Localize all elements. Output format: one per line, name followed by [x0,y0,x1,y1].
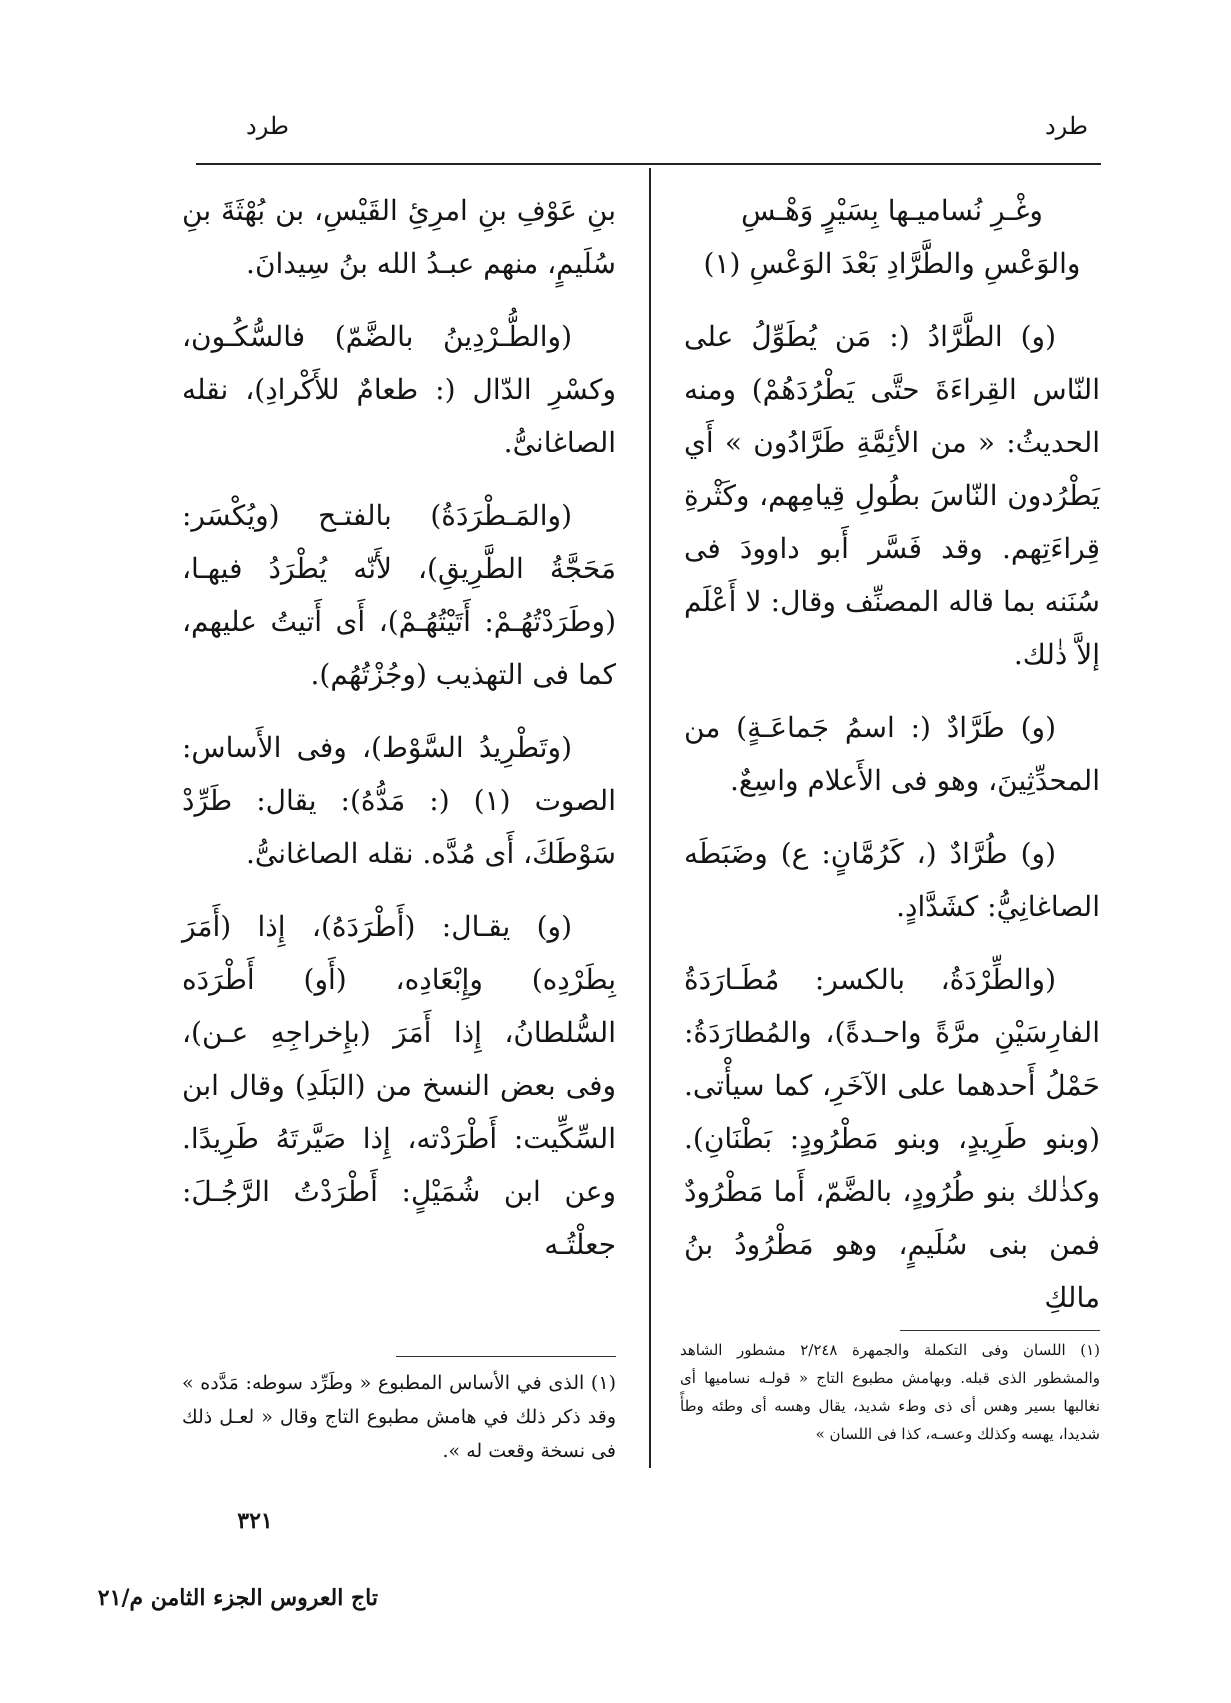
paragraph: (و) الطَّرَّادُ (: مَن يُطَوِّلُ على النّاس القِراءَةَ حتَّى يَطْرُدَهُمْ) ومنه الحديثُ: « من الأئِمَّةِ طَرَّادُون » أَي يَطْرُدون النّاسَ بطُولِ قِيامِهم، وكَثْرةِ قِراءَتِهم. وقد فَسَّر أَبو داوودَ فى سُنَنه بما قاله المصنِّف وقال: لا أَعْلَم إلاَّ ذٰلك. [684,320,1100,671]
verse-block [684,184,1100,290]
verse-line: وغْـرِ نُساميـها بِسَيْرٍ وَهْـسِ [741,194,1043,227]
paragraph: (والمَـطْرَدَةُ) بالفتـح (ويُكْسَر: مَحَجَّةُ الطَّرِيقِ)، لأَنّه يُطْرَدُ فيهـا، (وطَرَدْتُهُـمْ: أَتَيْتُهُـمْ)، أَى أَتيتُ عليهم، كما فى التهذيب (وجُزْتُهُم). [182,499,616,691]
page-number: ٣٢١ [237,1508,273,1534]
footnote-left: (١) الذى في الأساس المطبوع « وطَرِّد سوطه: مَدَّده » وقد ذكر ذلك في هامش مطبوع التاج وقال « لعـل ذلك فى نسخة وقعت له ». [182,1372,616,1462]
paragraph: (و) طُرَّادٌ (، كَرُمَّانٍ: ع) وضَبَطَه الصاغانِيُّ: كشَدَّادٍ. [684,837,1100,923]
header-rule [196,163,1101,165]
header-title-left: طرد [246,112,290,140]
paragraph: بنِ عَوْفِ بنِ امرِئِ القَيْسِ، بن بُهْثَةَ بنِ سُلَيمٍ، منهم عبـدُ الله بنُ سِيدانَ. [182,194,616,280]
header-title-right: طرد [1044,112,1088,140]
paragraph: (و) يقـال: (أَطْرَدَهُ)، إِذا (أَمَرَ بِطَرْدِه) وإِبْعَادِه، (أَو) أَطْرَدَه السُّلطانُ، إِذا أَمَرَ (بإِخراجِهِ عـن)، وفى بعض النسخ من (البَلَدِ) وقال ابن السِّكِّيت: أَطْرَدْته، إِذا صَيَّرتَهُ طَرِيدًا. وعن ابن شُمَيْلٍ: أَطْرَدْتُ الرَّجُـلَ: جعلْتُـه [182,910,616,1261]
paragraph: (والطُّـرْدِينُ بالضَّمّ) فالسُّكُـون، وكسْرِ الدّال (: طعامٌ للأَكْرادِ)، نقله الصاغانىُّ. [182,320,616,459]
paragraph: (و) طَرَّادٌ (: اسمُ جَماعَـةٍ) من المحدِّثِينَ، وهو فى الأَعلام واسِعٌ. [684,711,1100,797]
left-column [182,184,616,1291]
right-column [684,184,1100,1344]
footnote-right: (١) اللسان وفى التكملة والجمهرة ٢/٢٤٨ مشطور الشاهد والمشطور الذى قبله. وبهامش مطبوع التاج « قولـه نساميها أى نغالبها بسير وهس أى ذى وطء شديد، يقال وهسه أى وطئه وطأً شديدا، يهسه وكذلك وعسـه، كذا فى اللسان » [680,1341,1100,1443]
footnote-rule-right [900,1330,1100,1331]
verse-line: والوَعْسِ والطَّرَّادِ بَعْدَ الوَعْسِ (١) [703,247,1081,280]
footer-signature: تاج العروس الجزء الثامن م/٢١ [97,1585,378,1611]
footnote-rule-left [396,1356,616,1357]
paragraph: (وتَطْرِيدُ السَّوْط)، وفى الأَساس: الصوت (١) (: مَدُّهُ): يقال: طَرِّدْ سَوْطَكَ، أَى مُدَّه. نقله الصاغانىُّ. [182,731,616,870]
paragraph: (والطِّرْدَةُ، بالكسر: مُطَـارَدَةُ الفارِسَيْنِ مرَّةً واحـدةً)، والمُطارَدَةُ: حَمْلُ أَحدهما على الآخَرِ، كما سيأْتى. (وبنو طَرِيدٍ، وبنو مَطْرُودٍ: بَطْنَانِ). وكذٰلك بنو طُرُودٍ، بالضَّمّ، أَما مَطْرُودٌ فمن بنى سُلَيمٍ، وهو مَطْرُودُ بنُ مالكِ [684,963,1100,1314]
column-divider [649,168,651,1468]
